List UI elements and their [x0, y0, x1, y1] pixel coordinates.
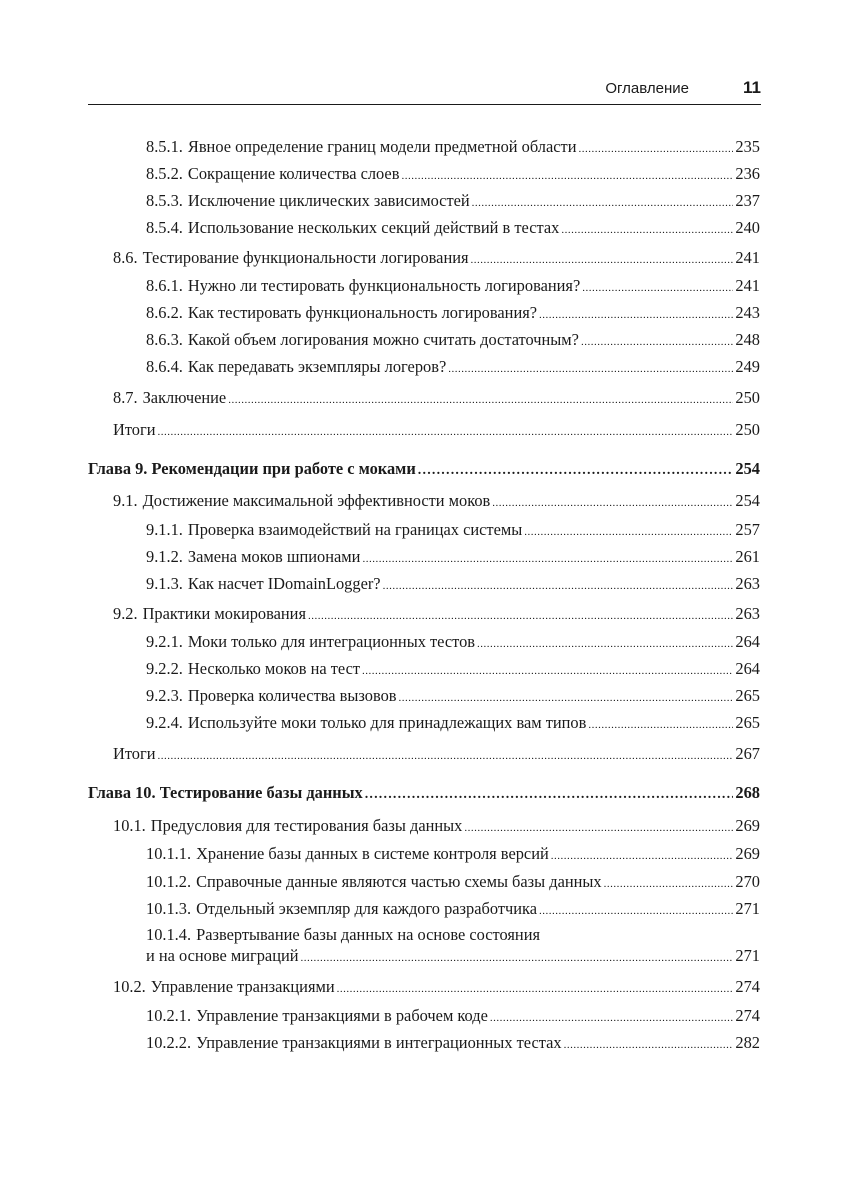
toc-entry-number: 10.2.1. [146, 1006, 192, 1025]
toc-chapter-title: Глава 10. Тестирование базы данных [88, 783, 363, 802]
dot-leader [578, 138, 733, 160]
toc-entry-page: 267 [735, 744, 760, 763]
toc-entry-page: 241 [735, 276, 760, 295]
toc-entry-number: 9.1. [113, 491, 138, 510]
toc-entry[interactable] [146, 217, 760, 239]
dot-leader [365, 784, 734, 806]
dot-leader [581, 331, 733, 353]
dot-leader [157, 421, 733, 443]
dot-leader [524, 521, 733, 543]
toc-entry-title: Как тестировать функциональность логирования? [187, 303, 538, 322]
toc-entry-page: 235 [735, 137, 760, 156]
toc-entry-title: Использование нескольких секций действий в тестах [187, 218, 560, 237]
toc-entry-page: 250 [735, 420, 760, 439]
toc-chapter-title: Глава 9. Рекомендации при работе с моками [88, 459, 416, 478]
toc-entry-number: 8.6.2. [146, 303, 183, 322]
toc-entry[interactable] [113, 603, 760, 625]
dot-leader [308, 605, 733, 627]
toc-entry[interactable] [146, 843, 760, 865]
dot-leader [399, 687, 734, 709]
toc-entry-number: 8.7. [113, 388, 138, 407]
toc-entry-number: 9.2.3. [146, 686, 183, 705]
dot-leader [492, 492, 733, 514]
toc-entry[interactable] [146, 1032, 760, 1054]
toc-entry[interactable] [113, 247, 760, 269]
toc-entry-title: Исключение циклических зависимостей [187, 191, 470, 210]
toc-entry-page: 264 [735, 632, 760, 651]
toc-entry-page: 261 [735, 547, 760, 566]
toc-entry-page: 237 [735, 191, 760, 210]
dot-leader [401, 165, 733, 187]
toc-entry[interactable] [146, 356, 760, 378]
toc-entry[interactable] [146, 275, 760, 297]
toc-entry-page: 269 [735, 816, 760, 835]
toc-entry-page: 263 [735, 574, 760, 593]
toc-entry-continuation[interactable] [146, 945, 760, 967]
dot-leader [362, 548, 733, 570]
toc-entry-title: Предусловия для тестирования базы данных [150, 816, 463, 835]
toc-entry-page: 274 [735, 977, 760, 996]
toc-entry[interactable] [146, 519, 760, 541]
toc-entry-title: Тестирование функциональности логирования [142, 248, 469, 267]
toc-entry-title: Развертывание базы данных на основе состояния [196, 925, 541, 944]
toc-entry-number: 10.2. [113, 977, 146, 996]
toc-entry-title: Используйте моки только для принадлежащих вам типов [187, 713, 587, 732]
toc-entry[interactable] [146, 329, 760, 351]
toc-entry-title: Проверка количества вызовов [187, 686, 397, 705]
dot-leader [418, 460, 734, 482]
toc-entry-number: 9.1.1. [146, 520, 183, 539]
toc-entry-number: 9.2.1. [146, 632, 183, 651]
running-header [88, 74, 761, 105]
toc-entry[interactable] [146, 685, 760, 707]
toc-entry-number: 9.2. [113, 604, 138, 623]
toc-entry[interactable] [146, 658, 760, 680]
dot-leader [464, 817, 733, 839]
toc-entry[interactable] [113, 815, 760, 837]
toc-entry-wrapped[interactable] [146, 924, 689, 946]
toc-entry[interactable] [146, 1005, 760, 1027]
toc-entry[interactable] [146, 871, 760, 893]
toc-entry-title-cont: и на основе миграций [146, 946, 299, 965]
toc-entry-title: Как передавать экземпляры логеров? [187, 357, 447, 376]
toc-entry[interactable] [146, 898, 760, 920]
toc-entry-number: 8.5.1. [146, 137, 183, 156]
dot-leader [477, 633, 733, 655]
dot-leader [551, 845, 734, 867]
header-section-title: Оглавление [605, 80, 689, 97]
toc-entry-title: Замена моков шпионами [187, 547, 361, 566]
dot-leader [157, 745, 733, 767]
toc-entry[interactable] [146, 712, 760, 734]
toc-entry[interactable] [113, 976, 760, 998]
toc-entry-page: 271 [735, 899, 760, 918]
toc-entry-number: 8.6. [113, 248, 138, 267]
dot-leader [490, 1007, 734, 1029]
toc-entry[interactable] [146, 302, 760, 324]
toc-chapter-page: 268 [735, 783, 760, 802]
toc-entry-title: Хранение базы данных в системе контроля версий [196, 844, 549, 863]
toc-entry[interactable] [113, 419, 760, 441]
toc-entry[interactable] [113, 387, 760, 409]
toc-entry-number: 10.1.1. [146, 844, 192, 863]
toc-entry[interactable] [146, 546, 760, 568]
dot-leader [448, 358, 733, 380]
toc-chapter[interactable] [88, 458, 760, 480]
toc-entry-page: 270 [735, 872, 760, 891]
toc-entry-number: 8.5.4. [146, 218, 183, 237]
toc-entry-number: 8.5.2. [146, 164, 183, 183]
dot-leader [383, 575, 734, 597]
toc-entry-title: Практики мокирования [142, 604, 306, 623]
toc-entry-number: 9.2.2. [146, 659, 183, 678]
toc-entry[interactable] [146, 190, 760, 212]
toc-chapter-page: 254 [735, 459, 760, 478]
dot-leader [337, 978, 734, 1000]
dot-leader [588, 714, 733, 736]
toc-entry[interactable] [113, 490, 760, 512]
toc-entry-page: 248 [735, 330, 760, 349]
dot-leader [561, 219, 733, 241]
toc-entry-page: 250 [735, 388, 760, 407]
toc-entry-title: Отдельный экземпляр для каждого разработчика [196, 899, 537, 918]
toc-entry-number: 8.5.3. [146, 191, 183, 210]
toc-entry-title: Управление транзакциями в интеграционных тестах [196, 1033, 562, 1052]
toc-entry-page: 240 [735, 218, 760, 237]
toc-entry-title: Нужно ли тестировать функциональность логирования? [187, 276, 581, 295]
toc-entry-number: 10.1. [113, 816, 146, 835]
toc-entry-number: 8.6.1. [146, 276, 183, 295]
toc-entry-title: Какой объем логирования можно считать достаточным? [187, 330, 579, 349]
dot-leader [539, 304, 733, 326]
toc-entry-number: 8.6.3. [146, 330, 183, 349]
toc-entry-title: Несколько моков на тест [187, 659, 361, 678]
toc-entry-title: Итоги [113, 744, 156, 763]
dot-leader [539, 900, 733, 922]
toc-entry-title: Как насчет IDomainLogger? [187, 574, 381, 593]
toc-entry-page: 257 [735, 520, 760, 539]
toc-entry-title: Достижение максимальной эффективности моков [142, 491, 491, 510]
toc-entry-page: 241 [735, 248, 760, 267]
dot-leader [472, 192, 734, 214]
toc-entry-title: Итоги [113, 420, 156, 439]
toc-entry-page: 265 [735, 713, 760, 732]
toc-entry-title: Заключение [142, 388, 227, 407]
dot-leader [471, 249, 734, 271]
dot-leader [604, 873, 734, 895]
toc-entry[interactable] [113, 743, 760, 765]
toc-entry-title: Явное определение границ модели предметной области [187, 137, 577, 156]
toc-entry-title: Управление транзакциями [150, 977, 335, 996]
toc-entry-page: 263 [735, 604, 760, 623]
toc-entry-number: 9.1.2. [146, 547, 183, 566]
toc-entry-number: 10.1.2. [146, 872, 192, 891]
toc-entry-number: 10.1.4. [146, 925, 192, 944]
toc-entry-title: Справочные данные являются частью схемы базы данных [196, 872, 602, 891]
dot-leader [362, 660, 733, 682]
toc-entry-page: 254 [735, 491, 760, 510]
toc-entry-number: 10.1.3. [146, 899, 192, 918]
toc-entry-page: 249 [735, 357, 760, 376]
toc-entry-page: 243 [735, 303, 760, 322]
toc-entry-page: 271 [735, 946, 760, 965]
toc-chapter[interactable] [88, 782, 760, 804]
toc-entry[interactable] [146, 163, 760, 185]
toc-entry-page: 265 [735, 686, 760, 705]
dot-leader [228, 389, 733, 411]
dot-leader [582, 277, 733, 299]
header-page-number: 11 [743, 78, 761, 97]
toc-entry-title: Моки только для интеграционных тестов [187, 632, 476, 651]
toc-entry-page: 264 [735, 659, 760, 678]
dot-leader [564, 1034, 734, 1056]
toc-entry-number: 9.2.4. [146, 713, 183, 732]
toc-entry-title: Управление транзакциями в рабочем коде [196, 1006, 488, 1025]
toc-entry-number: 8.6.4. [146, 357, 183, 376]
toc-entry[interactable] [146, 136, 760, 158]
toc-entry-number: 9.1.3. [146, 574, 183, 593]
toc-entry-title: Проверка взаимодействий на границах системы [187, 520, 523, 539]
dot-leader [301, 947, 734, 969]
toc-entry-page: 236 [735, 164, 760, 183]
toc-entry[interactable] [146, 631, 760, 653]
toc-entry[interactable] [146, 573, 760, 595]
toc-entry-title: Сокращение количества слоев [187, 164, 400, 183]
toc-entry-number: 10.2.2. [146, 1033, 192, 1052]
toc-entry-page: 269 [735, 844, 760, 863]
toc-entry-page: 274 [735, 1006, 760, 1025]
toc-entry-page: 282 [735, 1033, 760, 1052]
